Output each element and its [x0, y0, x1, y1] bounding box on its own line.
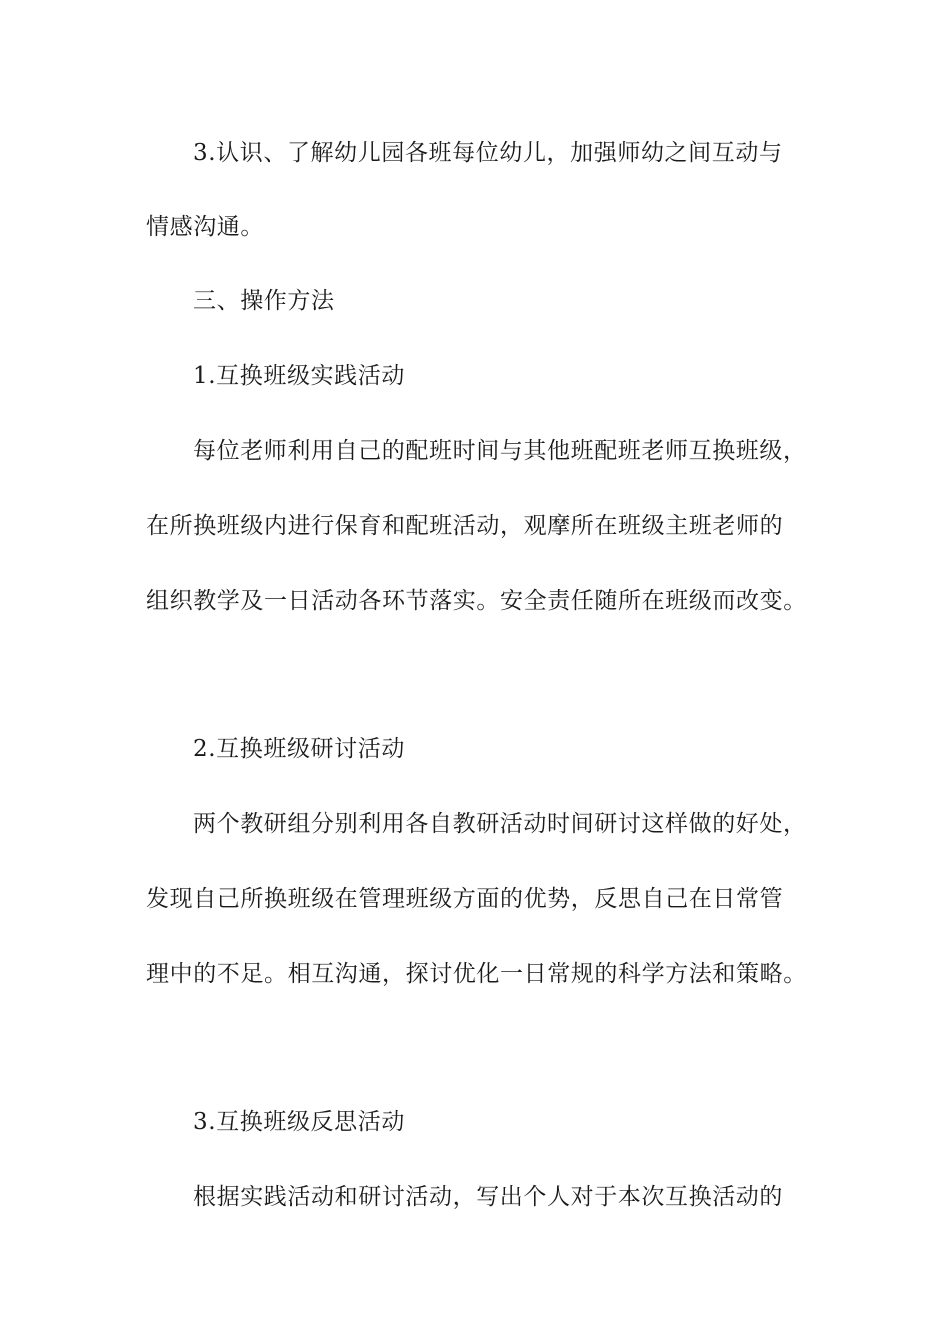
subheading-discussion: 2.互换班级研讨活动 [193, 736, 405, 762]
paragraph-reflection-line-1: 根据实践活动和研讨活动，写出个人对于本次互换活动的 [193, 1184, 783, 1210]
paragraph-discussion-line-2: 发现自己所换班级在管理班级方面的优势，反思自己在日常管 [146, 886, 784, 912]
paragraph-discussion-line-3: 理中的不足。相互沟通，探讨优化一日常规的科学方法和策略。 [146, 961, 807, 987]
paragraph-goal-3-line-1: 3.认识、了解幼儿园各班每位幼儿，加强师幼之间互动与 [193, 140, 783, 166]
paragraph-goal-3-line-2: 情感沟通。 [146, 214, 264, 240]
paragraph-practice-line-2: 在所换班级内进行保育和配班活动，观摩所在班级主班老师的 [146, 513, 784, 539]
paragraph-discussion-line-1: 两个教研组分别利用各自教研活动时间研讨这样做的好处， [193, 811, 807, 837]
paragraph-practice-line-3: 组织教学及一日活动各环节落实。安全责任随所在班级而改变。 [146, 588, 807, 614]
section-heading-methods: 三、操作方法 [193, 288, 335, 314]
paragraph-practice-line-1: 每位老师利用自己的配班时间与其他班配班老师互换班级， [193, 438, 807, 464]
subheading-reflection: 3.互换班级反思活动 [193, 1109, 405, 1135]
subheading-practice: 1.互换班级实践活动 [193, 363, 405, 389]
